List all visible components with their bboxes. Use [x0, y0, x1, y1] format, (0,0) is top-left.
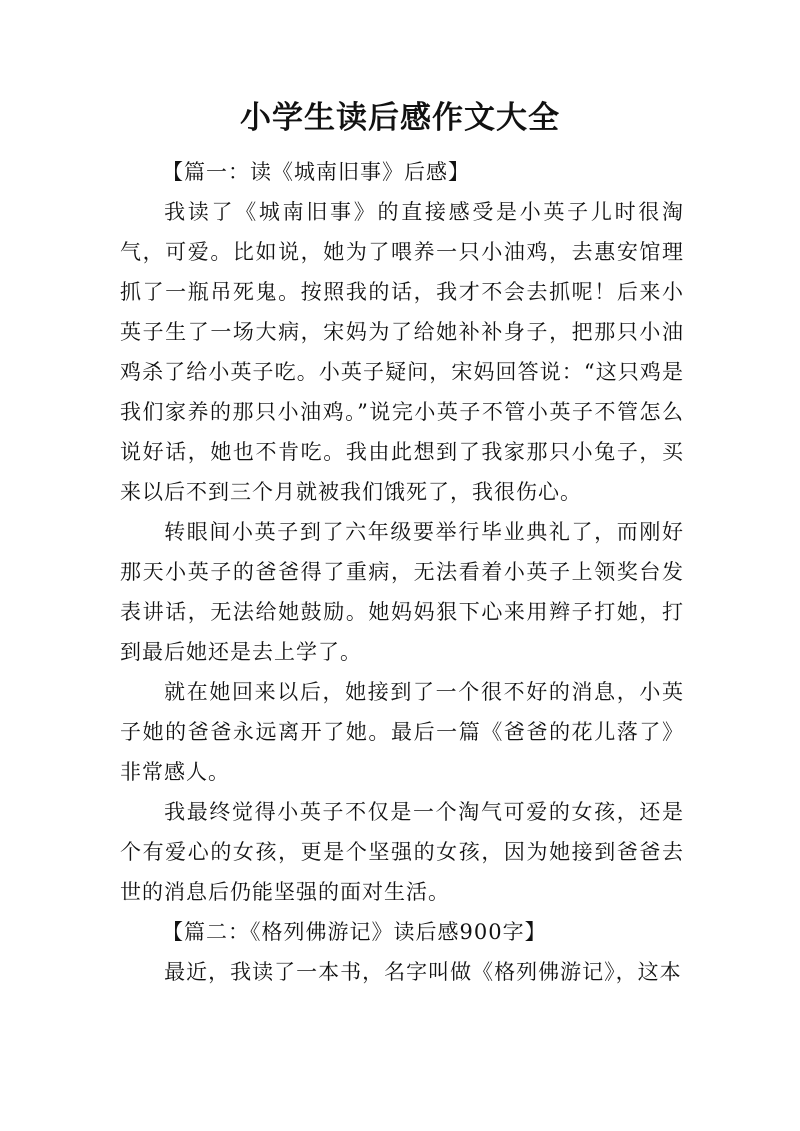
paragraph: 最近，我读了一本书，名字叫做《格列佛游记》，这本	[164, 960, 682, 984]
paragraph: 就在她回来以后，她接到了一个很不好的消息，小英子她的爸爸永远离开了她。最后一篇《爸爸的花儿落了》非常感人。	[120, 680, 684, 784]
section-heading-2: 【篇二：《格列佛游记》读后感900字】	[162, 920, 547, 944]
paragraph: 我读了《城南旧事》的直接感受是小英子儿时很淘气，可爱。比如说，她为了喂养一只小油鸡，去惠安馆理抓了一瓶吊死鬼。按照我的话，我才不会去抓呢！后来小英子生了一场大病，宋妈为了给她补补身子，把那只小油鸡杀了给小英子吃。小英子疑问，宋妈回答说：“这只鸡是我们家养的那只小油鸡。”说完小英子不管小英子不管怎么说好话，她也不肯吃。我由此想到了我家那只小兔子，买来以后不到三个月就被我们饿死了，我很伤心。	[120, 200, 684, 504]
document-body	[120, 152, 684, 992]
paragraph: 转眼间小英子到了六年级要举行毕业典礼了，而刚好那天小英子的爸爸得了重病，无法看着小英子上领奖台发表讲话，无法给她鼓励。她妈妈狠下心来用辫子打她，打到最后她还是去上学了。	[120, 520, 684, 664]
document-title: 小学生读后感作文大全	[240, 100, 560, 136]
paragraph: 我最终觉得小英子不仅是一个淘气可爱的女孩，还是个有爱心的女孩，更是个坚强的女孩，因为她接到爸爸去世的消息后仍能坚强的面对生活。	[120, 800, 684, 904]
section-heading-1: 【篇一：读《城南旧事》后感】	[162, 160, 470, 184]
